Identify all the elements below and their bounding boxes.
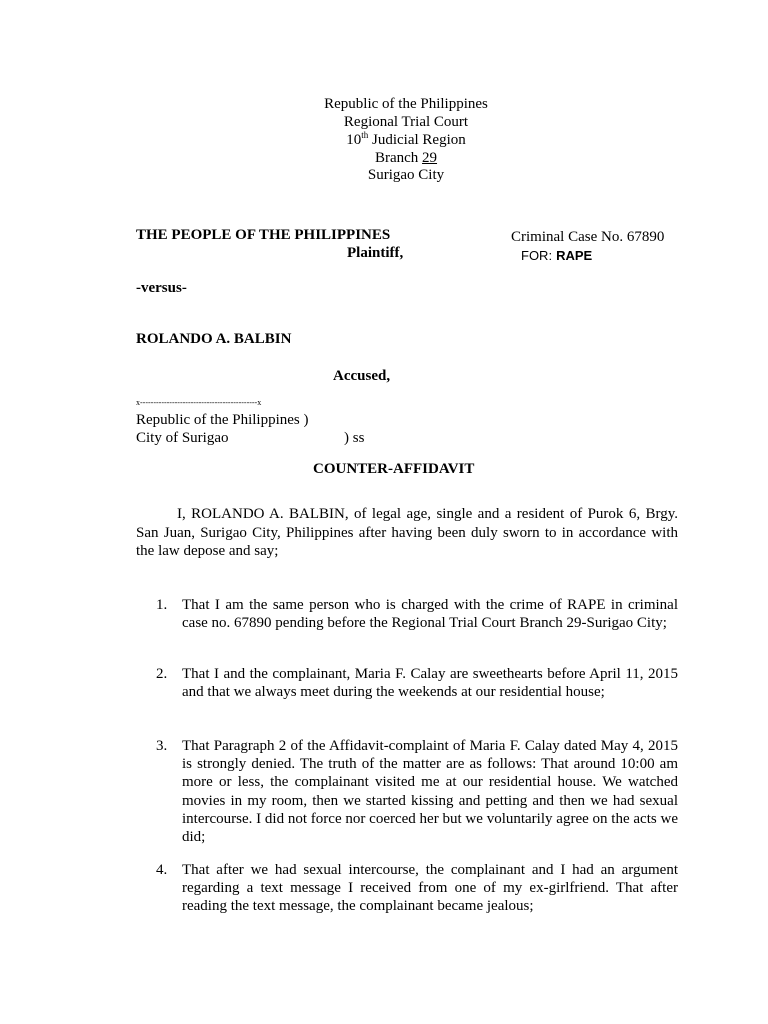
header-region: 10th Judicial Region <box>346 130 466 148</box>
venue-ss: ) ss <box>344 430 365 446</box>
item-number: 4. <box>156 862 168 878</box>
item-text: That Paragraph 2 of the Affidavit-complaint of Maria F. Calay dated May 4, 2015 is strongly denied. The truth of the matter are as follows: That around 10:00 am more or less, the complainant visited me at our residential house. We watched movies in my room, then we started kissing and petting and then we had sexual intercourse. I did not force nor coerced her but we voluntarily agree on the acts we did; <box>182 738 678 846</box>
charge-value: RAPE <box>556 248 593 263</box>
versus-label: -versus- <box>136 280 187 296</box>
header-republic: Republic of the Philippines <box>324 96 488 112</box>
item-number: 1. <box>156 597 168 613</box>
plaintiff-role: Plaintiff, <box>347 245 404 261</box>
accused-name: ROLANDO A. BALBIN <box>136 331 292 347</box>
header-court: Regional Trial Court <box>343 114 469 130</box>
header-branch: Branch 29 <box>374 150 438 166</box>
item-text: That I and the complainant, Maria F. Calay are sweethearts before April 11, 2015 and that we always meet during the weekends at our residential house; <box>182 666 678 701</box>
accused-role: Accused, <box>333 368 391 384</box>
branch-number: 29 <box>422 150 438 166</box>
item-number: 3. <box>156 738 168 754</box>
item-text: That I am the same person who is charged with the crime of RAPE in criminal case no. 67890 pending before the Regional Trial Court Branch 29-Surigao City; <box>182 597 678 632</box>
header-city: Surigao City <box>367 167 445 183</box>
plaintiff-name: THE PEOPLE OF THE PHILIPPINES <box>136 227 391 243</box>
intro-paragraph: I, ROLANDO A. BALBIN, of legal age, single and a resident of Purok 6, Brgy. San Juan, Surigao City, Philippines after having been duly sworn to in accordance with the law depose and say; <box>136 506 678 559</box>
charge-line: FOR: RAPE <box>521 248 593 263</box>
item-number: 2. <box>156 666 168 682</box>
item-text: That after we had sexual intercourse, the complainant and I had an argument regarding a text message I received from one of my ex-girlfriend. That after reading the text message, the complainant became jealous; <box>182 862 678 915</box>
caption-divider: x--------------------------------------------x <box>136 398 262 407</box>
venue-republic: Republic of the Philippines ) <box>136 412 309 428</box>
case-number: Criminal Case No. 67890 <box>511 229 665 245</box>
venue-city: City of Surigao <box>136 430 229 446</box>
document-title: COUNTER-AFFIDAVIT <box>313 461 475 477</box>
